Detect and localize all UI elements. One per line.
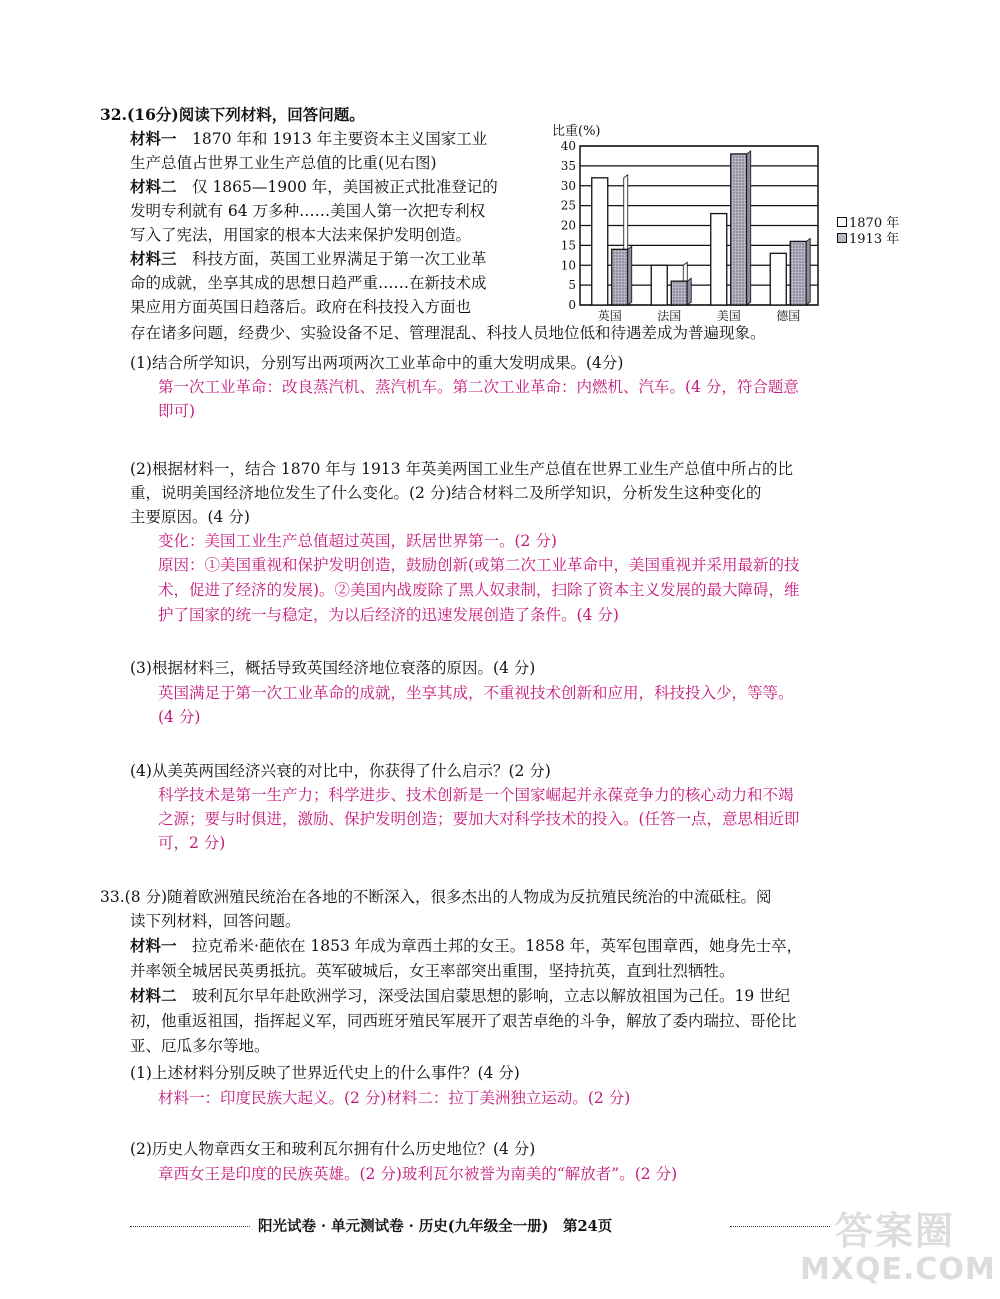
x-category-label: 英国	[597, 309, 622, 323]
y-tick-label: 35	[560, 158, 576, 173]
q32-material1-line2: 生产总值占世界工业生产总值的比重(见右图)	[130, 154, 437, 172]
footer-dots-right	[730, 1226, 830, 1227]
q32-material3-line1	[130, 248, 487, 270]
bar-1870	[592, 178, 608, 305]
q32-material3-line2: 命的成就，坐享其成的思想日趋严重……在新技术成	[130, 274, 487, 292]
y-tick-label: 15	[560, 238, 576, 253]
q32-material2-line3: 写入了宪法，用国家的根本大法来保护发明创造。	[130, 226, 472, 244]
legend-swatch-1870	[837, 217, 847, 227]
q32-material1-text1: 1870 年和 1913 年主要资本主义国家工业	[176, 130, 488, 148]
q33-sub1-question: (1)上述材料分别反映了世界近代史上的什么事件？(4 分)	[130, 1064, 520, 1082]
bar-1913	[731, 154, 747, 305]
q32-sub2-question3: 主要原因。(4 分)	[130, 508, 250, 526]
x-category-label: 德国	[776, 309, 801, 323]
bar-1913-side	[747, 151, 751, 305]
q32-sub4-question: (4)从美英两国经济兴衰的对比中，你获得了什么启示？(2 分)	[130, 762, 551, 780]
watermark-logo: 答案圈	[835, 1209, 956, 1253]
q32-sub4-answer2: 之源；要与时俱进，激励、保护发明创造；要加大对科学技术的投入。(任答一点，意思相近即	[158, 810, 800, 828]
q32-sub1-answer2: 即可)	[158, 402, 196, 420]
q32-material1-label: 材料一	[130, 129, 177, 148]
q33-material1-label: 材料一	[130, 936, 177, 955]
q32-material1-line1	[130, 128, 487, 150]
footer-dots-left	[130, 1226, 250, 1227]
q32-sub3-answer2: (4 分)	[158, 708, 201, 726]
bar-1913	[612, 249, 628, 305]
x-category-label: 美国	[716, 309, 741, 323]
q32-material2-label: 材料二	[130, 177, 177, 196]
y-tick-label: 25	[560, 198, 576, 213]
q33-sub2-question: (2)历史人物章西女王和玻利瓦尔拥有什么历史地位？(4 分)	[130, 1140, 536, 1158]
q32-sub4-answer3: 可，2 分)	[158, 834, 226, 852]
q32-sub4-answer1: 科学技术是第一生产力；科学进步、技术创新是一个国家崛起并永葆竞争力的核心动力和不竭	[158, 786, 794, 804]
y-tick-label: 0	[568, 298, 576, 312]
q32-material2-text1: 仅 1865—1900 年，美国被正式批准登记的	[176, 178, 498, 196]
q33-material1-line1	[130, 935, 802, 957]
q33-material1-text1: 拉克希米·葩依在 1853 年成为章西土邦的女王。1858 年，英军包围章西，她身先士卒，	[176, 937, 803, 955]
q32-sub2-answer1: 变化：美国工业生产总值超过英国，跃居世界第一。(2 分)	[158, 532, 557, 550]
q32-sub2-question2: 重，说明美国经济地位发生了什么变化。(2 分)结合材料二及所学知识，分析发生这种变化的	[130, 484, 762, 502]
legend-label-1913: 1913 年	[849, 232, 900, 247]
bar-1913-side	[628, 246, 632, 305]
q33-material2-line3: 亚、厄瓜多尔等地。	[130, 1037, 270, 1055]
q33-sub2-answer: 章西女王是印度的民族英雄。(2 分)玻利瓦尔被誉为南美的“解放者”。(2 分)	[158, 1165, 678, 1183]
q33-header-line2: 读下列材料，回答问题。	[130, 912, 301, 930]
bar-1913-side	[806, 238, 810, 305]
y-tick-label: 40	[560, 139, 576, 153]
q33-material2-line1	[130, 985, 790, 1007]
q32-sub3-question: (3)根据材料三，概括导致英国经济地位衰落的原因。(4 分)	[130, 659, 536, 677]
q32-sub2-answer4: 护了国家的统一与稳定，为以后经济的迅速发展创造了条件。(4 分)	[158, 606, 619, 624]
y-tick-label: 20	[560, 218, 576, 233]
q32-sub3-answer1: 英国满足于第一次工业革命的成就，坐享其成，不重视技术创新和应用，科技投入少，等等。	[158, 684, 794, 702]
q32-material3-label: 材料三	[130, 249, 177, 268]
x-category-label: 法国	[657, 309, 682, 323]
q32-material2-line2: 发明专利就有 64 万多种……美国人第一次把专利权	[130, 202, 486, 220]
footer-text: 阳光试卷 · 单元测试卷 · 历史(九年级全一册) 第24页	[258, 1218, 613, 1235]
q32-material3-line4: 存在诸多问题，经费少、实验设备不足、管理混乱、科技人员地位低和待遇差成为普遍现象。	[130, 324, 766, 342]
q32-sub2-question1: (2)根据材料一，结合 1870 年与 1913 年英美两国工业生产总值在世界工业生产总值中所占的比	[130, 460, 794, 478]
chart-ylabel: 比重(%)	[552, 124, 601, 139]
page-footer	[130, 1215, 830, 1239]
q33-material1-line2: 并率领全城居民英勇抵抗。英军破城后，女王率部突出重围，坚持抗英，直到壮烈牺牲。	[130, 962, 735, 980]
y-tick-label: 5	[568, 278, 576, 293]
q32-material3-text1: 科技方面，英国工业界满足于第一次工业革	[176, 250, 487, 268]
q32-header: 32.(16分)阅读下列材料，回答问题。	[100, 105, 365, 124]
watermark-url: MXQE.COM	[800, 1252, 996, 1287]
bar-1870	[711, 214, 727, 305]
bar-1870	[651, 265, 667, 305]
y-tick-label: 10	[560, 258, 576, 273]
y-tick-label: 30	[560, 178, 576, 193]
legend-label-1870: 1870 年	[849, 216, 900, 231]
q32-sub2-answer2: 原因：①美国重视和保护发明创造，鼓励创新(或第二次工业革命中，美国重视并采用最新的技	[158, 556, 800, 574]
legend-item-1913	[837, 232, 899, 248]
q32-sub2-answer3: 术，促进了经济的发展)。②美国内战废除了黑人奴隶制，扫除了资本主义发展的最大障碍，维	[158, 581, 800, 599]
q32-sub1-question: (1)结合所学知识，分别写出两项两次工业革命中的重大发明成果。(4分)	[130, 354, 624, 372]
bar-chart	[550, 138, 835, 326]
q32-material3-line3: 果应用方面英国日趋落后。政府在科技投入方面也	[130, 298, 472, 316]
legend-swatch-1913	[837, 233, 847, 243]
bar-1913	[671, 281, 687, 305]
q33-material2-label: 材料二	[130, 986, 177, 1005]
q32-sub1-answer1: 第一次工业革命：改良蒸汽机、蒸汽机车。第二次工业革命：内燃机、汽车。(4 分，符合题意	[158, 378, 799, 396]
q33-material2-text1: 玻利瓦尔早年赴欧洲学习，深受法国启蒙思想的影响，立志以解放祖国为己任。19 世纪	[176, 987, 791, 1005]
bar-1913	[790, 241, 806, 305]
q33-header-line1: 33.(8 分)随着欧洲殖民统治在各地的不断深入，很多杰出的人物成为反抗殖民统治的中流砥柱。阅	[100, 888, 772, 906]
legend-item-1870	[837, 216, 899, 232]
q33-material2-line2: 初，他重返祖国，指挥起义军，同西班牙殖民军展开了艰苦卓绝的斗争，解放了委内瑞拉、哥伦比	[130, 1012, 797, 1030]
bar-1870	[770, 253, 786, 305]
q32-material2-line1	[130, 176, 498, 198]
bar-1913-side	[687, 278, 691, 305]
q33-sub1-answer: 材料一：印度民族大起义。(2 分)材料二：拉丁美洲独立运动。(2 分)	[158, 1089, 631, 1107]
